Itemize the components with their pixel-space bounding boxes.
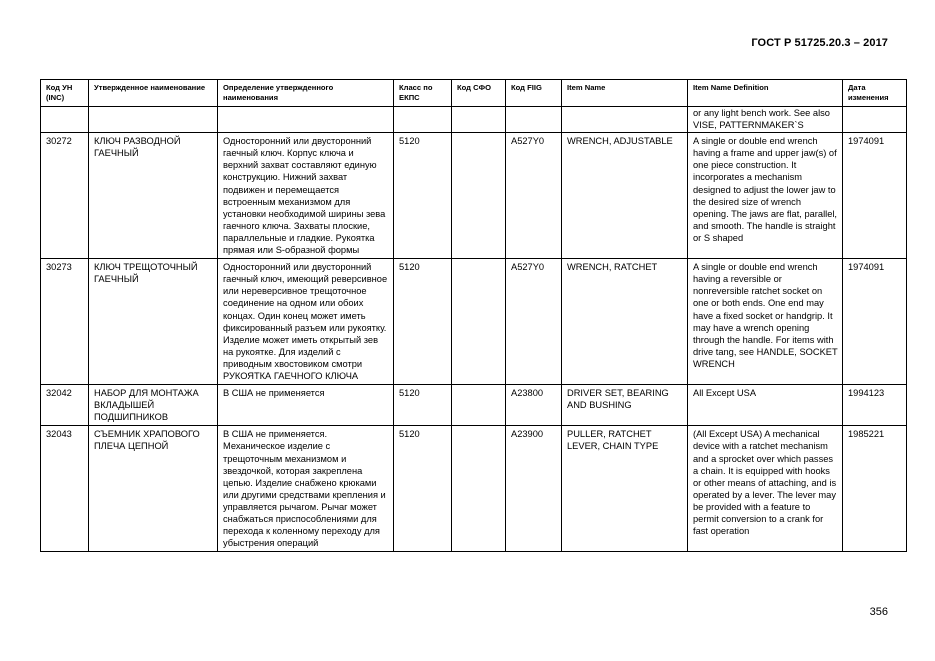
table-header-row bbox=[41, 80, 907, 107]
cell-code: 30272 bbox=[41, 133, 89, 259]
cell-code: 32043 bbox=[41, 426, 89, 552]
cell-definition bbox=[218, 107, 394, 133]
cell-item-name: WRENCH, RATCHET bbox=[562, 259, 688, 385]
standard-code-header: ГОСТ Р 51725.20.3 – 2017 bbox=[751, 37, 888, 49]
cell-change-date: 1994123 bbox=[843, 385, 907, 426]
cell-item-name-definition: (All Except USA) A mechanical device with a ratchet mechanism and a sprocket over which passes a chain. It is equipped with hooks or other means of attaching, and is operated by a lever. The lever may be provided with a feature to permit conversion to a crank for fast operation bbox=[688, 426, 843, 552]
cell-item-name-definition: A single or double end wrench having a frame and upper jaw(s) of one piece construction. It incorporates a mechanism designed to adjust the lower jaw to the desired size of wrench opening. The jaws are flat, parallel, and smooth. The handle is straight or S shaped bbox=[688, 133, 843, 259]
cell-approved-name: КЛЮЧ РАЗВОДНОЙ ГАЕЧНЫЙ bbox=[89, 133, 218, 259]
cell-definition: Односторонний или двусторонний гаечный ключ. Корпус ключа и верхний захват составляют единую конструкцию. Нижний захват подвижен и перемещается встроенным механизмом для установки необходимой ширины зева гаечного ключа. Захваты плоские, параллельные и гладкие. Рукоятка прямая или S-образной формы bbox=[218, 133, 394, 259]
cell-definition: В США не применяется bbox=[218, 385, 394, 426]
cell-ekps-class: 5120 bbox=[394, 385, 452, 426]
header-approved-name: Утвержденное наименование bbox=[89, 80, 218, 107]
header-sfo-code: Код СФО bbox=[452, 80, 506, 107]
header-code: Код УН (INC) bbox=[41, 80, 89, 107]
cell-sfo-code bbox=[452, 426, 506, 552]
cell-approved-name: СЪЕМНИК ХРАПОВОГО ПЛЕЧА ЦЕПНОЙ bbox=[89, 426, 218, 552]
header-fiig-code: Код FIIG bbox=[506, 80, 562, 107]
cell-fiig-code bbox=[506, 107, 562, 133]
cell-definition: В США не применяется. Механическое изделие с трещоточным механизмом и звездочкой, которая закреплена цепью. Изделие снабжено крюками или другими средствами крепления и управляется рычагом. Рычаг может снабжаться приспособлениями для перехода к коленному переходу для убыстрения операций bbox=[218, 426, 394, 552]
table-row-continuation bbox=[41, 107, 907, 133]
cell-ekps-class bbox=[394, 107, 452, 133]
cell-ekps-class: 5120 bbox=[394, 426, 452, 552]
cell-item-name-definition: or any light bench work. See also VISE, PATTERNMAKER`S bbox=[688, 107, 843, 133]
header-item-name: Item Name bbox=[562, 80, 688, 107]
cell-item-name: PULLER, RATCHET LEVER, CHAIN TYPE bbox=[562, 426, 688, 552]
cell-change-date: 1974091 bbox=[843, 259, 907, 385]
cell-item-name: DRIVER SET, BEARING AND BUSHING bbox=[562, 385, 688, 426]
cell-sfo-code bbox=[452, 107, 506, 133]
cell-change-date: 1985221 bbox=[843, 426, 907, 552]
table-row bbox=[41, 133, 907, 259]
cell-ekps-class: 5120 bbox=[394, 133, 452, 259]
cell-approved-name: КЛЮЧ ТРЕЩОТОЧНЫЙ ГАЕЧНЫЙ bbox=[89, 259, 218, 385]
cell-change-date: 1974091 bbox=[843, 133, 907, 259]
cell-fiig-code: A23800 bbox=[506, 385, 562, 426]
table-row bbox=[41, 385, 907, 426]
cell-item-name-definition: All Except USA bbox=[688, 385, 843, 426]
table-row bbox=[41, 259, 907, 385]
cell-fiig-code: A527Y0 bbox=[506, 133, 562, 259]
cell-code: 30273 bbox=[41, 259, 89, 385]
cell-item-name: WRENCH, ADJUSTABLE bbox=[562, 133, 688, 259]
cell-code: 32042 bbox=[41, 385, 89, 426]
cell-sfo-code bbox=[452, 133, 506, 259]
catalog-table bbox=[40, 79, 907, 552]
cell-approved-name bbox=[89, 107, 218, 133]
header-item-name-definition: Item Name Definition bbox=[688, 80, 843, 107]
table-row bbox=[41, 426, 907, 552]
header-ekps-class: Класс по ЕКПС bbox=[394, 80, 452, 107]
cell-definition: Односторонний или двусторонний гаечный ключ, имеющий реверсивное или нереверсивное трещоточное соединение на одном или обоих концах. Один конец может иметь фиксированный разъем или рукоятку. Изделие может иметь открытый зев на рукоятке. Для изделий с приводным хвостовиком смотри РУКОЯТКА ГАЕЧНОГО КЛЮЧА bbox=[218, 259, 394, 385]
cell-fiig-code: A527Y0 bbox=[506, 259, 562, 385]
cell-item-name-definition: A single or double end wrench having a reversible or nonreversible ratchet socket on one or both ends. One end may have a fixed socket or handgrip. It may have a wrench opening through the handle. For items with drive tang, see HANDLE, SOCKET WRENCH bbox=[688, 259, 843, 385]
header-definition: Определение утвержденного наименования bbox=[218, 80, 394, 107]
cell-item-name bbox=[562, 107, 688, 133]
cell-sfo-code bbox=[452, 259, 506, 385]
cell-ekps-class: 5120 bbox=[394, 259, 452, 385]
cell-code bbox=[41, 107, 89, 133]
header-change-date: Дата изменения bbox=[843, 80, 907, 107]
cell-approved-name: НАБОР ДЛЯ МОНТАЖА ВКЛАДЫШЕЙ ПОДШИПНИКОВ bbox=[89, 385, 218, 426]
cell-change-date bbox=[843, 107, 907, 133]
page-number: 356 bbox=[869, 606, 888, 618]
cell-sfo-code bbox=[452, 385, 506, 426]
cell-fiig-code: A23900 bbox=[506, 426, 562, 552]
